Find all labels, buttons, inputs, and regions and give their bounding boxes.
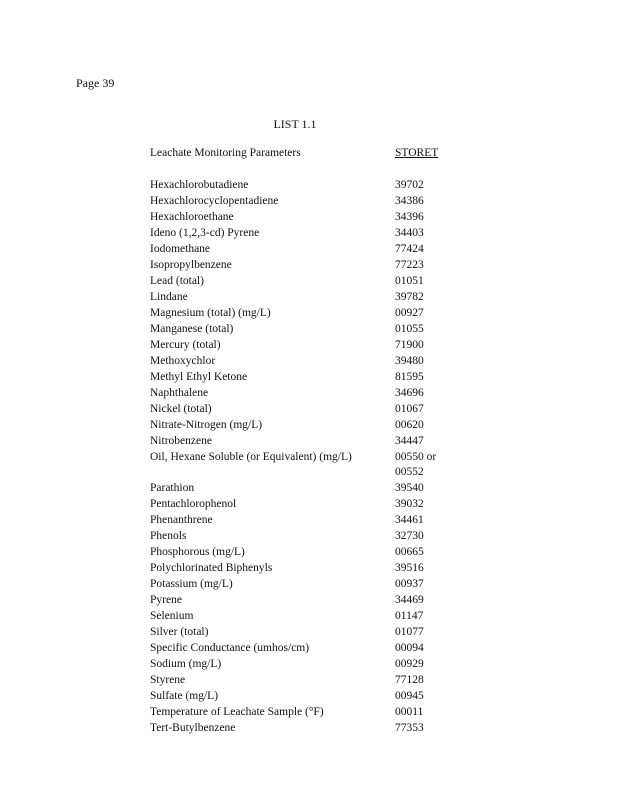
table-row (150, 688, 470, 704)
storet-code: 00620 (395, 419, 424, 431)
table-row (150, 544, 470, 560)
storet-code: 32730 (395, 530, 424, 542)
table-row (150, 624, 470, 640)
parameter-name: Silver (total) (150, 626, 209, 638)
table-row (150, 305, 470, 321)
storet-code: 71900 (395, 339, 424, 351)
parameter-name: Hexachlorobutadiene (150, 179, 249, 191)
table-row (150, 369, 470, 385)
parameter-name: Temperature of Leachate Sample (°F) (150, 706, 324, 718)
parameter-name: Isopropylbenzene (150, 259, 232, 271)
parameter-name: Styrene (150, 674, 186, 686)
parameter-name: Hexachlorocyclopentadiene (150, 195, 279, 207)
table-row (150, 385, 470, 401)
parameter-name: Magnesium (total) (mg/L) (150, 307, 271, 319)
table-row (150, 417, 470, 433)
storet-code: 00929 (395, 658, 424, 670)
parameter-name: Nitrate-Nitrogen (mg/L) (150, 419, 263, 431)
parameter-name: Naphthalene (150, 387, 209, 399)
storet-code: 77223 (395, 259, 424, 271)
parameter-name: Hexachloroethane (150, 211, 234, 223)
storet-code: 00937 (395, 578, 424, 590)
table-row (150, 241, 470, 257)
table-row (150, 528, 470, 544)
table-row (150, 480, 470, 496)
storet-code: 39480 (395, 355, 424, 367)
parameter-name: Lead (total) (150, 275, 204, 287)
table-row (150, 449, 470, 480)
parameter-name: Phenanthrene (150, 514, 213, 526)
table-row (150, 720, 470, 736)
table-row (150, 560, 470, 576)
list-title: LIST 1.1 (273, 117, 317, 131)
parameter-name: Manganese (total) (150, 323, 234, 335)
storet-code: 34447 (395, 435, 424, 447)
storet-code: 34469 (395, 594, 424, 606)
storet-code: 01077 (395, 626, 424, 638)
storet-code: 01067 (395, 403, 424, 415)
table-row (150, 337, 470, 353)
parameter-name: Oil, Hexane Soluble (or Equivalent) (mg/L) (150, 451, 352, 463)
storet-code: 34386 (395, 195, 424, 207)
parameter-name: Phenols (150, 530, 187, 542)
table-row (150, 608, 470, 624)
parameter-name: Polychlorinated Biphenyls (150, 562, 273, 574)
parameter-name: Nickel (total) (150, 403, 212, 415)
parameter-list (150, 177, 470, 736)
storet-code: 39782 (395, 291, 424, 303)
storet-code: 34461 (395, 514, 424, 526)
parameter-name: Sodium (mg/L) (150, 658, 222, 670)
parameter-name: Lindane (150, 291, 188, 303)
storet-code: 01055 (395, 323, 424, 335)
storet-code: 81595 (395, 371, 424, 383)
parameter-name: Parathion (150, 482, 195, 494)
table-row (150, 289, 470, 305)
storet-code: 00927 (395, 307, 424, 319)
storet-code: 34696 (395, 387, 424, 399)
table-header (150, 147, 470, 163)
parameter-name: Iodomethane (150, 243, 211, 255)
parameter-name: Ideno (1,2,3-cd) Pyrene (150, 227, 260, 239)
storet-code: 00550 or (395, 451, 437, 463)
parameter-name: Methoxychlor (150, 355, 216, 367)
parameter-name: Tert-Butylbenzene (150, 722, 236, 734)
table-row (150, 592, 470, 608)
storet-code-alt: 00552 (395, 466, 424, 478)
storet-code: 39702 (395, 179, 424, 191)
page-number: Page 39 (76, 76, 115, 90)
storet-code: 77353 (395, 722, 424, 734)
parameter-name: Selenium (150, 610, 194, 622)
table-row (150, 704, 470, 720)
storet-code: 77424 (395, 243, 424, 255)
parameter-name: Pentachlorophenol (150, 498, 237, 510)
parameter-name: Pyrene (150, 594, 182, 606)
storet-code: 34396 (395, 211, 424, 223)
header-storet: STORET (395, 147, 439, 159)
parameter-name: Specific Conductance (umhos/cm) (150, 642, 310, 654)
storet-code: 00945 (395, 690, 424, 702)
table-row (150, 672, 470, 688)
table-row (150, 353, 470, 369)
storet-code: 34403 (395, 227, 424, 239)
table-row (150, 193, 470, 209)
table-row (150, 656, 470, 672)
header-parameter: Leachate Monitoring Parameters (150, 147, 301, 159)
storet-code: 01051 (395, 275, 424, 287)
table-row (150, 177, 470, 193)
table-row (150, 257, 470, 273)
table-row (150, 433, 470, 449)
storet-code: 77128 (395, 674, 424, 686)
table-row (150, 225, 470, 241)
parameter-name: Potassium (mg/L) (150, 578, 233, 590)
table-row (150, 321, 470, 337)
parameter-name: Phosphorous (mg/L) (150, 546, 245, 558)
table-row (150, 496, 470, 512)
table-row (150, 209, 470, 225)
storet-code: 00665 (395, 546, 424, 558)
storet-code: 39032 (395, 498, 424, 510)
storet-code: 00011 (395, 706, 424, 718)
storet-code: 39540 (395, 482, 424, 494)
parameter-name: Methyl Ethyl Ketone (150, 371, 248, 383)
parameter-name: Nitrobenzene (150, 435, 212, 447)
table-row (150, 640, 470, 656)
table-row (150, 576, 470, 592)
storet-code: 00094 (395, 642, 424, 654)
table-row (150, 512, 470, 528)
table-row (150, 401, 470, 417)
storet-code: 39516 (395, 562, 424, 574)
storet-code: 01147 (395, 610, 424, 622)
table-row (150, 273, 470, 289)
parameter-name: Mercury (total) (150, 339, 221, 351)
parameter-name: Sulfate (mg/L) (150, 690, 219, 702)
